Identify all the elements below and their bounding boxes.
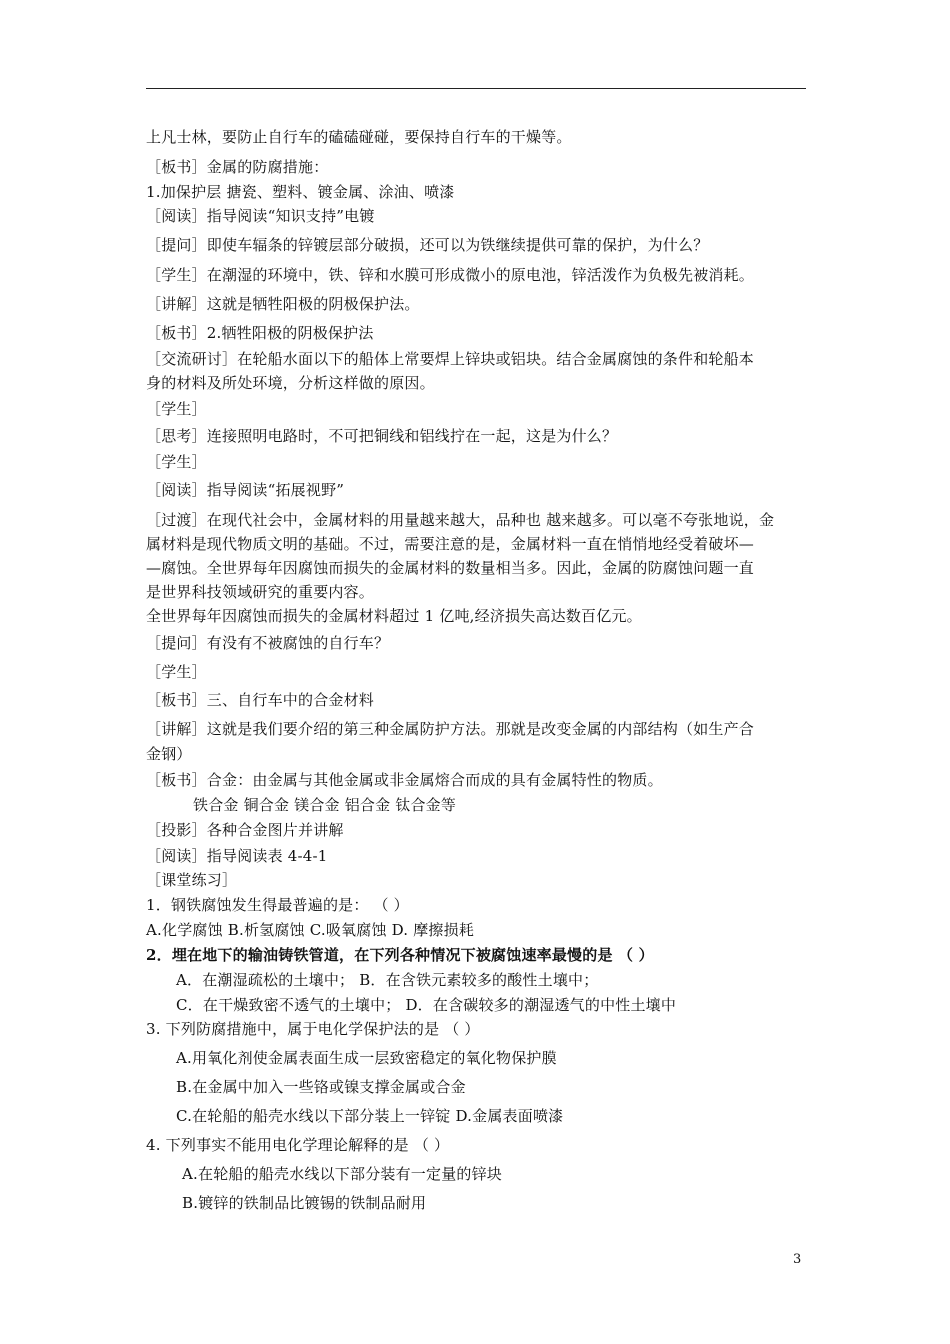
question-4: 4. 下列事实不能用电化学理论解释的是 （ ） xyxy=(146,1136,450,1154)
option-line: C．在干燥致密不透气的土壤中； D．在含碳较多的潮湿透气的中性土壤中 xyxy=(176,996,677,1014)
question-1: 1．钢铁腐蚀发生得最普遍的是： （ ） xyxy=(146,896,409,914)
option-line: A．在潮湿疏松的土壤中； B．在含铁元素较多的酸性土壤中； xyxy=(176,971,599,989)
option-line: C.在轮船的船壳水线以下部分装上一锌锭 D.金属表面喷漆 xyxy=(176,1107,564,1125)
option-line: B.镀锌的铁制品比镀锡的铁制品耐用 xyxy=(182,1194,427,1212)
text-line: 1.加保护层 搪瓷、塑料、镀金属、涂油、喷漆 xyxy=(146,183,455,201)
text-line: —腐蚀。全世界每年因腐蚀而损失的金属材料的数量相当多。因此，金属的防腐蚀问题一直 xyxy=(146,559,755,577)
option-line: A.在轮船的船壳水线以下部分装有一定量的锌块 xyxy=(182,1165,503,1183)
text-line: ［提问］即使车辐条的锌镀层部分破损，还可以为铁继续提供可靠的保护，为什么？ xyxy=(146,236,709,254)
page-number: 3 xyxy=(793,1252,802,1267)
text-line: ［过渡］在现代社会中，金属材料的用量越来越大，品种也 越来越多。可以毫不夸张地说，金 xyxy=(146,511,775,529)
text-line: ［学生］ xyxy=(146,453,207,471)
text-line: ［板书］金属的防腐措施： xyxy=(146,158,329,176)
text-line: ［讲解］这就是牺牲阳极的阴极保护法。 xyxy=(146,295,420,313)
option-line: A.化学腐蚀 B.析氢腐蚀 C.吸氧腐蚀 D. 摩擦损耗 xyxy=(146,921,475,939)
text-line: ［板书］2.牺牲阳极的阴极保护法 xyxy=(146,324,374,342)
text-line: 上凡士林，要防止自行车的磕磕碰碰，要保持自行车的干燥等。 xyxy=(146,128,572,146)
header-rule xyxy=(146,88,806,89)
text-line: ［学生］ xyxy=(146,400,207,418)
text-line: 铁合金 铜合金 镁合金 铝合金 钛合金等 xyxy=(193,796,457,814)
question-3: 3. 下列防腐措施中，属于电化学保护法的是 （ ） xyxy=(146,1020,480,1038)
text-line: ［交流研讨］在轮船水面以下的船体上常要焊上锌块或铝块。结合金属腐蚀的条件和轮船本 xyxy=(146,350,755,368)
text-line: 身的材料及所处环境，分析这样做的原因。 xyxy=(146,374,435,392)
text-line: ［思考］连接照明电路时，不可把铜线和铝线拧在一起，这是为什么？ xyxy=(146,427,618,445)
text-line: ［学生］在潮湿的环境中，铁、锌和水膜可形成微小的原电池，锌活泼作为负极先被消耗。 xyxy=(146,266,755,284)
text-line: ［课堂练习］ xyxy=(146,871,238,889)
text-line: ［投影］各种合金图片并讲解 xyxy=(146,821,344,839)
text-line: ［阅读］指导阅读“拓展视野” xyxy=(146,481,345,499)
text-line: ［讲解］这就是我们要介绍的第三种金属防护方法。那就是改变金属的内部结构（如生产合 xyxy=(146,720,755,738)
text-line: ［板书］合金：由金属与其他金属或非金属熔合而成的具有金属特性的物质。 xyxy=(146,771,663,789)
option-line: A.用氧化剂使金属表面生成一层致密稳定的氧化物保护膜 xyxy=(176,1049,557,1067)
text-line: ［板书］三、自行车中的合金材料 xyxy=(146,691,375,709)
text-line: ［阅读］指导阅读“知识支持”电镀 xyxy=(146,207,375,225)
text-line: 全世界每年因腐蚀而损失的金属材料超过 1 亿吨,经济损失高达数百亿元。 xyxy=(146,607,642,625)
text-line: 属材料是现代物质文明的基础。不过，需要注意的是，金属材料一直在悄悄地经受着破坏— xyxy=(146,535,755,553)
question-2: 2．埋在地下的输油铸铁管道，在下列各种情况下被腐蚀速率最慢的是 （ ） xyxy=(146,946,654,964)
text-line: ［提问］有没有不被腐蚀的自行车？ xyxy=(146,634,390,652)
text-line: ［阅读］指导阅读表 4-4-1 xyxy=(146,847,328,865)
text-line: 金钢） xyxy=(146,745,192,763)
option-line: B.在金属中加入一些铬或镍支撑金属或合金 xyxy=(176,1078,466,1096)
text-line: ［学生］ xyxy=(146,663,207,681)
text-line: 是世界科技领域研究的重要内容。 xyxy=(146,583,375,601)
